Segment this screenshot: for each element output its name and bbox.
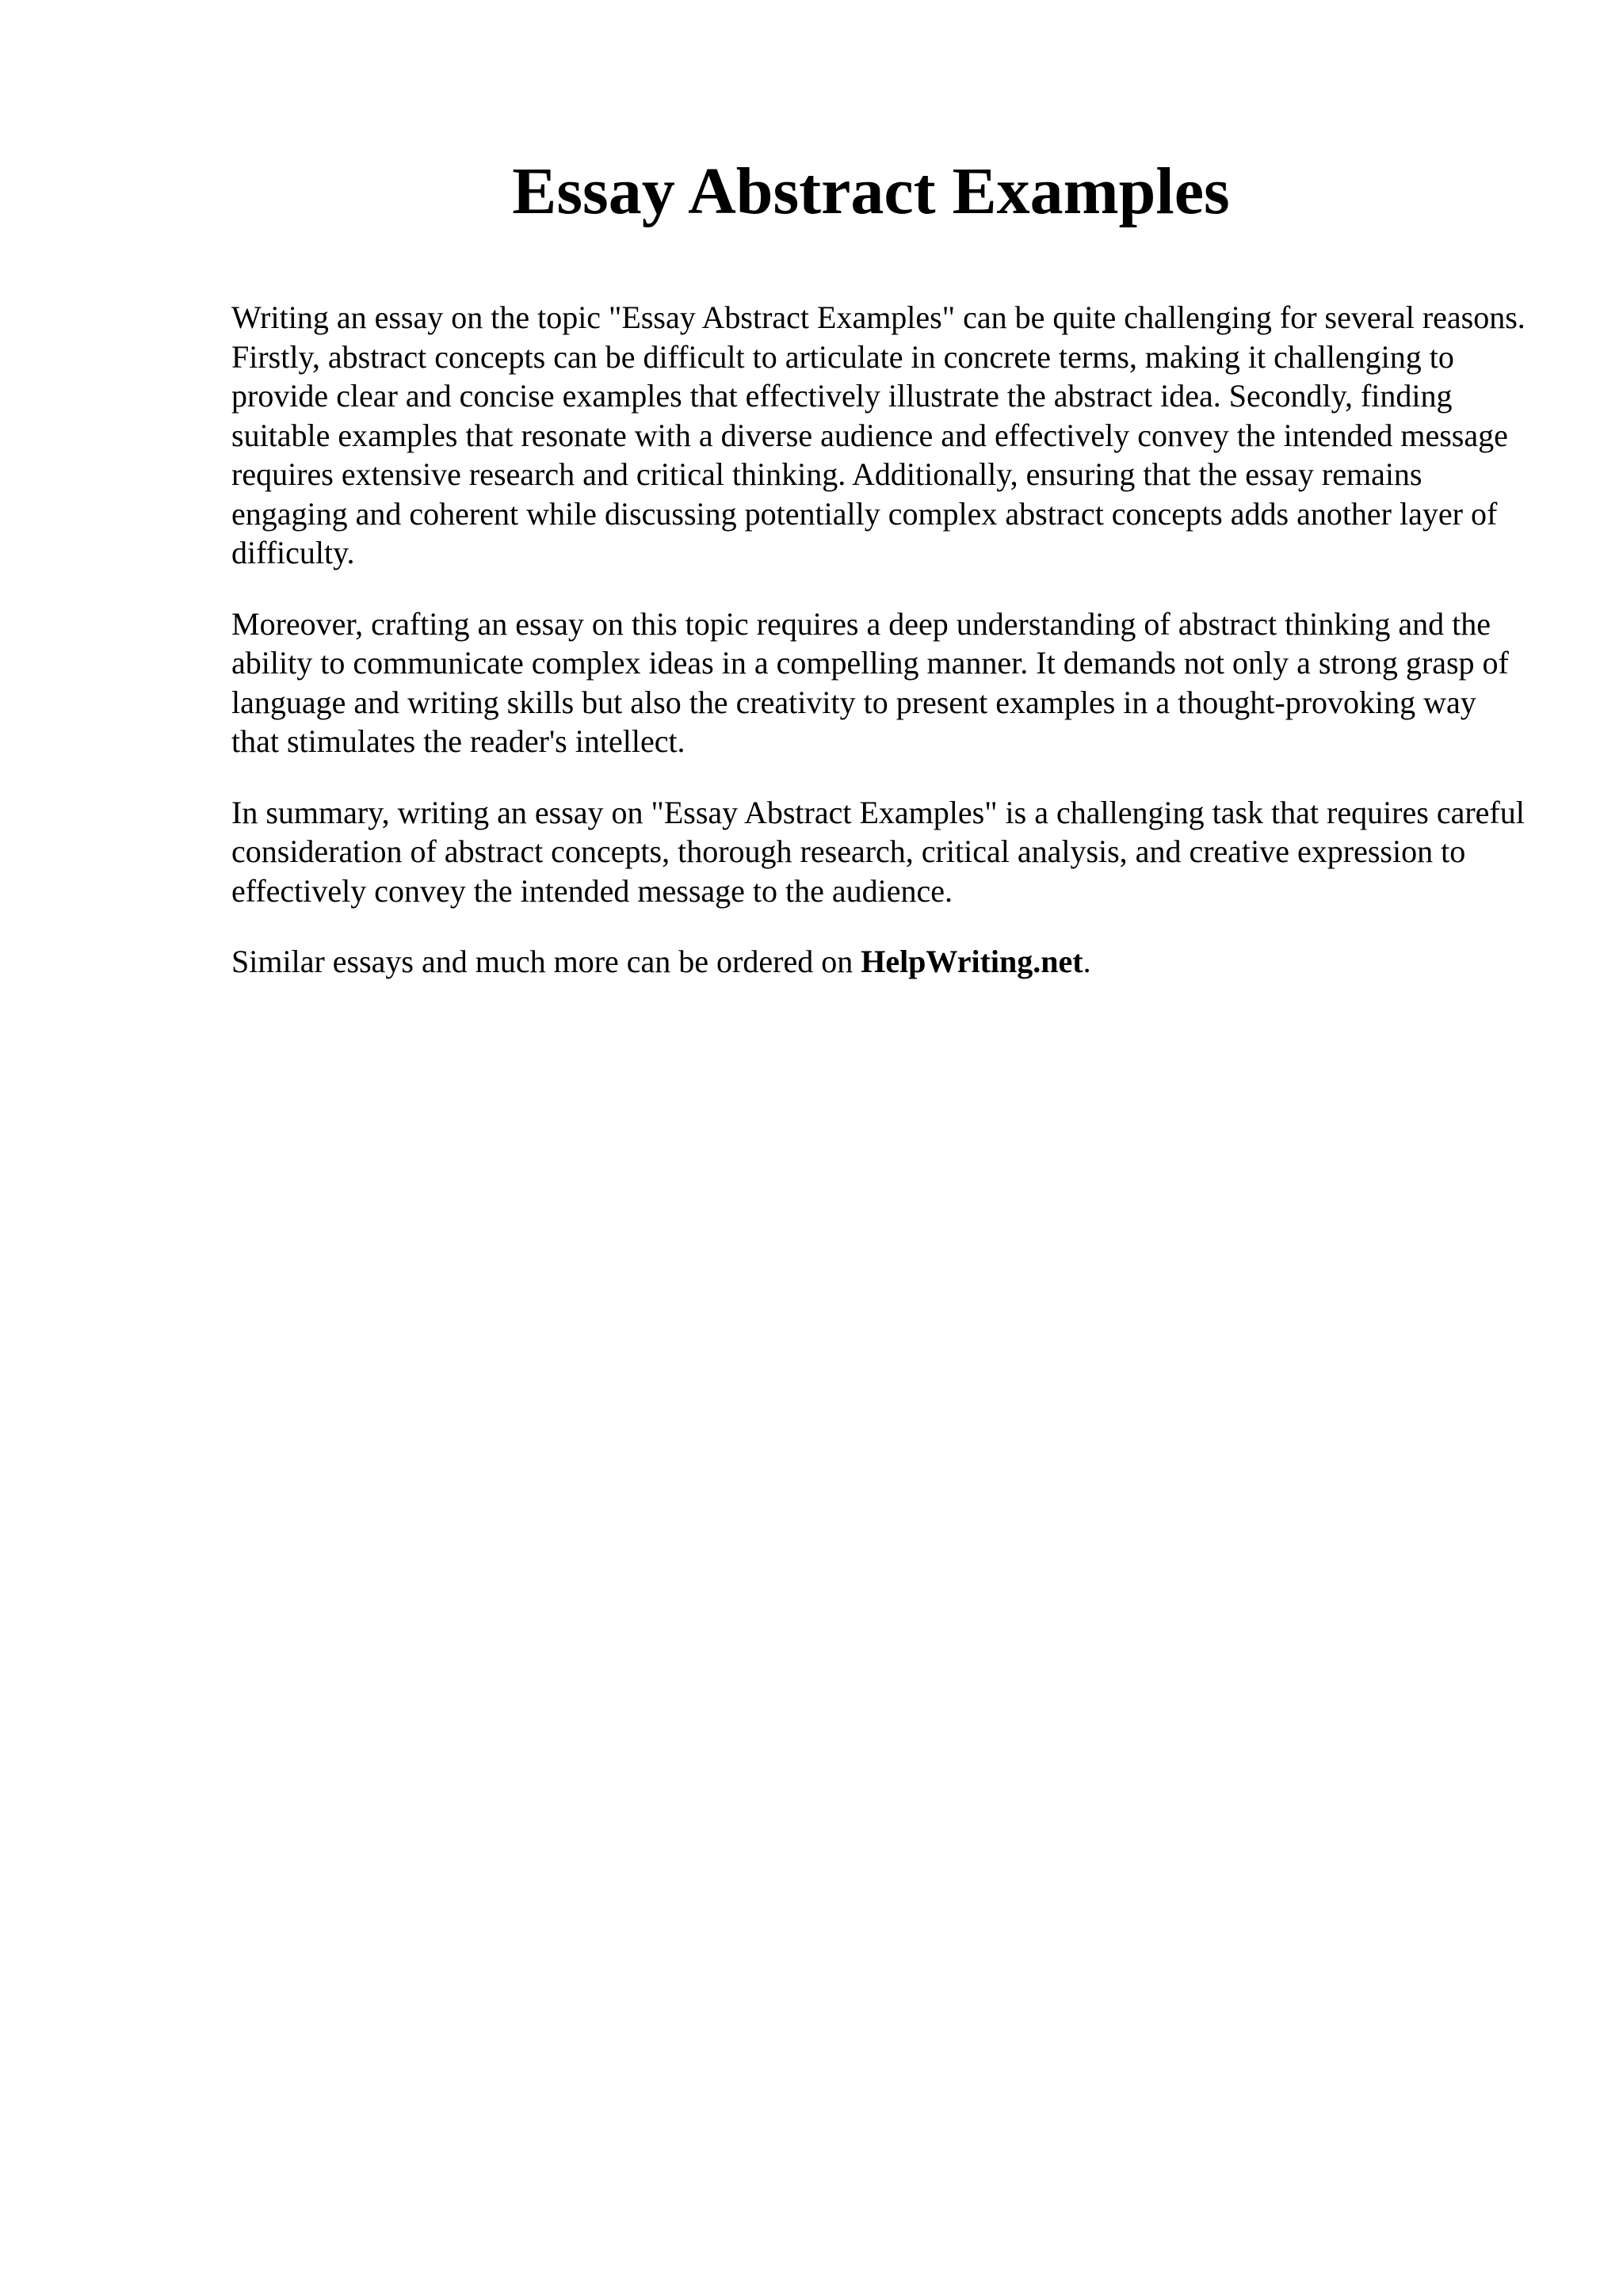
closing-text: Similar essays and much more can be ordered on xyxy=(231,944,854,979)
paragraph-1: Writing an essay on the topic "Essay Abstract Examples" can be quite challenging for several reasons. Firstly, abstract concepts can be difficult to articulate in concrete terms, making it challenging to provide clear and concise examples that effectively illustrate the abstract idea. Secondly, finding suitable examples that resonate with a diverse audience and effectively convey the intended message requires extensive research and critical thinking. Additionally, ensuring that the essay remains engaging and coherent while discussing potentially complex abstract concepts adds another layer of difficulty. xyxy=(231,299,1526,570)
page-title: Essay Abstract Examples xyxy=(512,154,1230,228)
brand-name: HelpWriting.net xyxy=(861,944,1083,979)
closing-line xyxy=(231,942,1531,982)
document-body xyxy=(231,298,1531,1013)
paragraph-3: In summary, writing an essay on "Essay Abstract Examples" is a challenging task that requires careful consideration of abstract concepts, thorough research, critical analysis, and creative expression to effectively convey the intended message to the audience. xyxy=(231,794,1525,909)
paragraph-2: Moreover, crafting an essay on this topic requires a deep understanding of abstract thinking and the ability to communicate complex ideas in a compelling manner. It demands not only a strong grasp of language and writing skills but also the creativity to present examples in a thought-provoking way that stimulates the reader's intellect. xyxy=(231,605,1509,759)
closing-suffix: . xyxy=(1083,944,1091,979)
